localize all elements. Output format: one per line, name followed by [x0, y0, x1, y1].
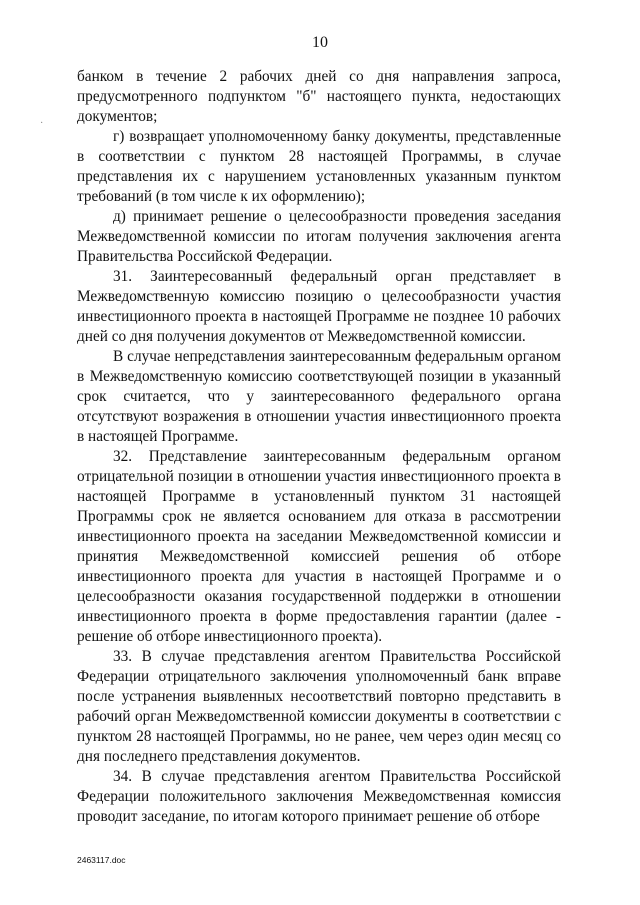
- document-body: [77, 67, 561, 827]
- paragraph: 31. Заинтересованный федеральный орган представляет в Межведомственную комиссию позицию о целесообразности участия инвестиционного проекта в настоящей Программе не позднее 10 рабочих дней со дня получения документов от Межведомственной комиссии.: [77, 268, 561, 345]
- margin-mark: ·: [40, 118, 44, 129]
- paragraph: 34. В случае представления агентом Правительства Российской Федерации положительного заключения Межведомственная комиссия проводит заседание, по итогам которого принимает решение об отборе: [77, 768, 561, 825]
- paragraph: г) возвращает уполномоченному банку документы, представленные в соответствии с пунктом 28 настоящей Программы, в случае представления их с нарушением установленных указанным пунктом требований (в том числе к их оформлению);: [77, 128, 561, 205]
- paragraph: В случае непредставления заинтересованным федеральным органом в Межведомственную комиссию соответствующей позиции в указанный срок считается, что у заинтересованного федерального органа отсутствуют возражения в отношении участия инвестиционного проекта в настоящей Программе.: [77, 348, 561, 445]
- paragraph: д) принимает решение о целесообразности проведения заседания Межведомственной комиссии по итогам получения заключения агента Правительства Российской Федерации.: [77, 208, 561, 265]
- footer-filename: 2463117.doc: [77, 855, 126, 865]
- paragraph: 33. В случае представления агентом Правительства Российской Федерации отрицательного заключения уполномоченный банк вправе после устранения выявленных несоответствий повторно представить в рабочий орган Межведомственной комиссии документы в соответствии с пунктом 28 настоящей Программы, но не ранее, чем через один месяц со дня последнего представления документов.: [77, 648, 561, 765]
- page-number: 10: [312, 34, 328, 51]
- paragraph: банком в течение 2 рабочих дней со дня направления запроса, предусмотренного подпунктом "б" настоящего пункта, недостающих документов;: [77, 68, 561, 125]
- paragraph: 32. Представление заинтересованным федеральным органом отрицательной позиции в отношении участия инвестиционного проекта в настоящей Программе в установленный пунктом 31 настоящей Программы срок не является основанием для отказа в рассмотрении инвестиционного проекта на заседании Межведомственной комиссии и принятия Межведомственной комиссией решения об отборе инвестиционного проекта для участия в настоящей Программе и о целесообразности оказания государственной поддержки в отношении инвестиционного проекта в форме предоставления гарантии (далее - решение об отборе инвестиционного проекта).: [77, 448, 561, 645]
